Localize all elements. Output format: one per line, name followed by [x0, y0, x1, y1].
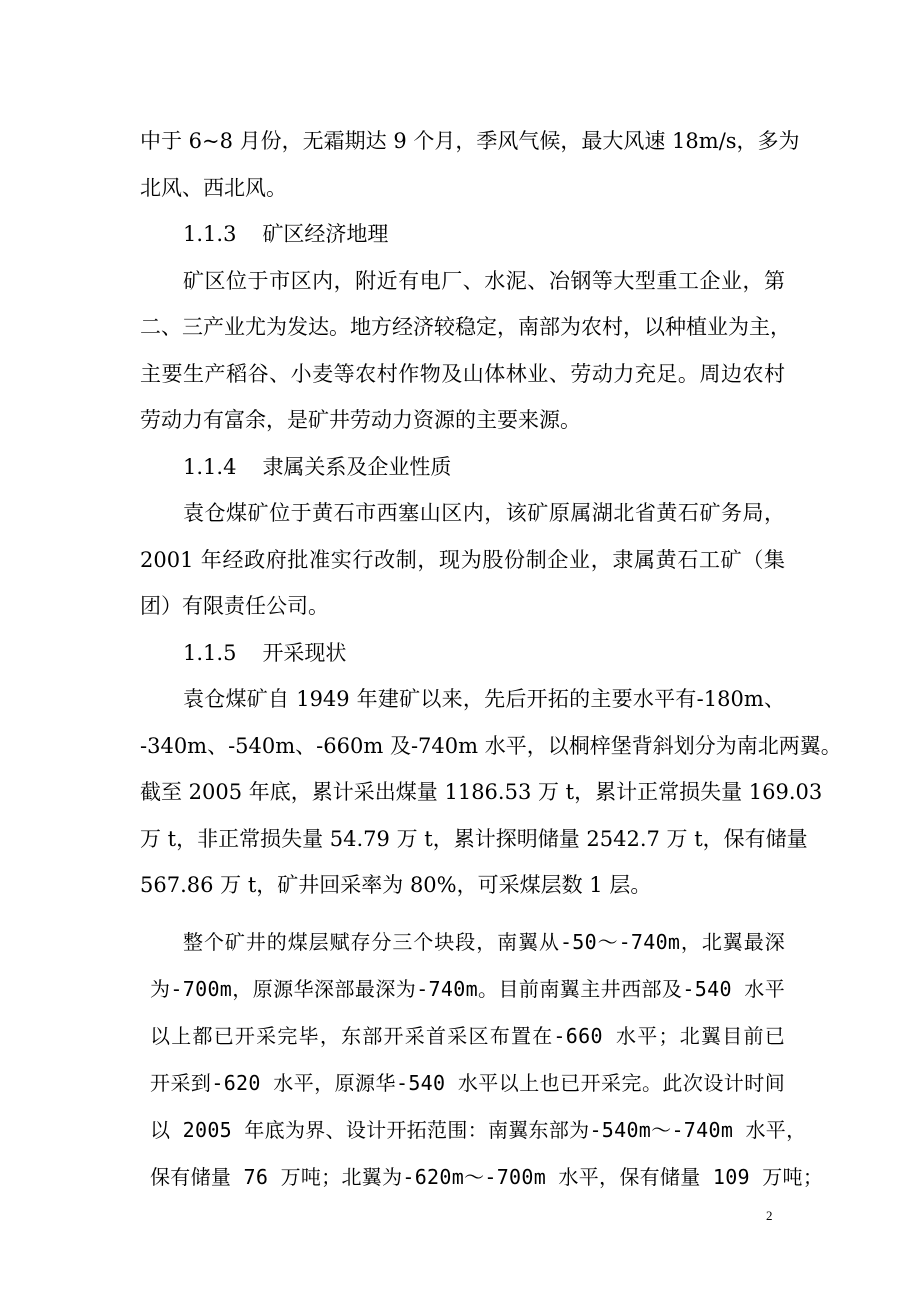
paragraph-line: 以 2005 年底为界、设计开拓范围：南翼东部为-540m～-740m 水平， — [150, 1118, 807, 1142]
paragraph-line: 为-700m，原源华深部最深为-740m。目前南翼主井西部及-540 水平 — [150, 977, 785, 1001]
paragraph-line: 袁仓煤矿位于黄石市西塞山区内，该矿原属湖北省黄石矿务局， — [183, 501, 785, 525]
paragraph-line: 主要生产稻谷、小麦等农村作物及山体林业、劳动力充足。周边农村 — [140, 362, 785, 386]
paragraph-line: 中于 6~8 月份，无霜期达 9 个月，季风气候，最大风速 18m/s，多为 — [140, 129, 800, 153]
paragraph-line: 截至 2005 年底，累计采出煤量 1186.53 万 t，累计正常损失量 169.03 — [140, 780, 823, 804]
paragraph-line: 2001 年经政府批准实行改制，现为股份制企业，隶属黄石工矿（集 — [140, 548, 785, 572]
paragraph-line: 二、三产业尤为发达。地方经济较稳定，南部为农村，以种植业为主， — [140, 315, 791, 339]
section-number: 1.1.4 — [183, 455, 237, 479]
paragraph-line: 劳动力有富余，是矿井劳动力资源的主要来源。 — [140, 408, 581, 432]
section-heading-1-1-3 — [183, 219, 828, 249]
section-title: 开采现状 — [262, 641, 347, 665]
paragraph-line: 整个矿井的煤层赋存分三个块段，南翼从-50～-740m，北翼最深 — [183, 930, 785, 954]
paragraph-line: 北风、西北风。 — [140, 176, 287, 200]
paragraph-line: 开采到-620 水平，原源华-540 水平以上也已开采完。此次设计时间 — [150, 1071, 785, 1095]
paragraph-line: 团）有限责任公司。 — [140, 594, 329, 618]
paragraph-line: -340m、-540m、-660m 及-740m 水平，以桐梓堡背斜划分为南北两翼。 — [140, 734, 842, 758]
section-number: 1.1.5 — [183, 641, 237, 665]
paragraph-line: 保有储量 76 万吨；北翼为-620m～-700m 水平，保有储量 109 万吨； — [150, 1165, 824, 1189]
paragraph-line: 万 t，非正常损失量 54.79 万 t，累计探明储量 2542.7 万 t，保有储量 — [140, 827, 808, 851]
section-title: 隶属关系及企业性质 — [262, 455, 452, 479]
paragraph-line: 矿区位于市区内，附近有电厂、水泥、冶钢等大型重工企业，第 — [183, 269, 785, 293]
section-heading-1-1-5 — [183, 638, 828, 668]
page-number: 2 — [766, 1208, 773, 1223]
section-number: 1.1.3 — [183, 222, 237, 246]
section-title: 矿区经济地理 — [262, 222, 389, 246]
paragraph-line: 袁仓煤矿自 1949 年建矿以来，先后开拓的主要水平有-180m、 — [183, 687, 785, 711]
section-heading-1-1-4 — [183, 452, 828, 482]
paragraph-line: 567.86 万 t，矿井回采率为 80%，可采煤层数 1 层。 — [140, 873, 652, 897]
paragraph-line: 以上都已开采完毕，东部开采首采区布置在-660 水平；北翼目前已 — [150, 1024, 785, 1048]
